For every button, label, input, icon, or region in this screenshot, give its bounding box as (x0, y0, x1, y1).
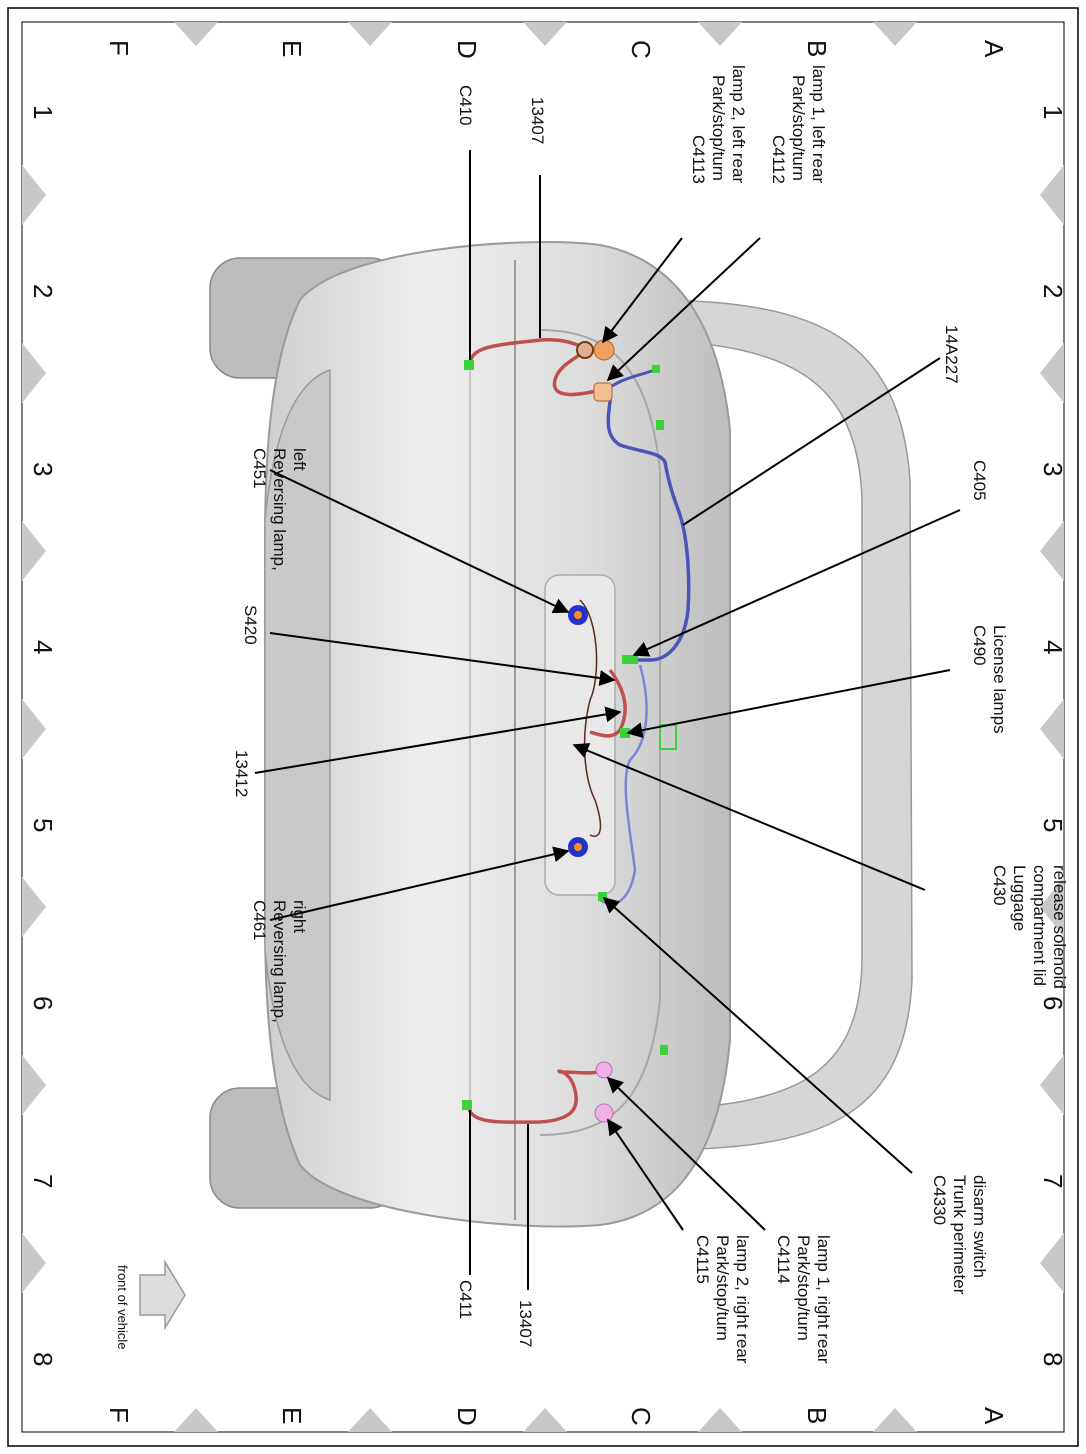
grid-marker-left-5 (22, 877, 46, 937)
label-c490 (970, 625, 1009, 734)
label-c4114-line2: Park/stop/turn (794, 1235, 813, 1341)
label-c430-line3: compartment lid (1030, 865, 1049, 986)
label-14a227-text: 14A227 (942, 325, 961, 384)
front-of-vehicle-label: front of vehicle (115, 1265, 130, 1350)
label-s420-text: S420 (241, 605, 260, 645)
label-c4112-line1: C4112 (769, 135, 788, 184)
label-s420 (241, 605, 260, 645)
grid-marker-top-4 (698, 22, 742, 46)
label-c411-text: C411 (456, 1280, 475, 1320)
grid-marker-left-2 (22, 343, 46, 403)
label-14a227 (942, 325, 961, 384)
grid-marker-top-1 (174, 22, 218, 46)
label-13407-top (528, 97, 547, 144)
label-c461-line2: Reversing lamp, (270, 900, 289, 1023)
label-c451-line1: C451 (250, 448, 269, 489)
row-label-e-top: E (277, 40, 307, 58)
label-c461-line3: right (290, 900, 309, 934)
connector-c405 (622, 655, 638, 664)
label-13412-text: 13412 (232, 750, 251, 798)
grid-marker-left-1 (22, 165, 46, 225)
connector-upper-clip (656, 420, 664, 430)
col-label-6-left: 6 (28, 996, 58, 1011)
row-label-d-top: D (452, 40, 482, 59)
label-c4112 (769, 65, 828, 189)
label-c4113-line3: lamp 2, left rear (729, 65, 748, 184)
row-label-b-bottom: B (802, 1407, 832, 1425)
grid-marker-left-3 (22, 521, 46, 581)
label-c4330-line1: C4330 (930, 1175, 949, 1226)
label-c451-line2: Reversing lamp, (270, 448, 289, 571)
grid-marker-top-3 (523, 22, 567, 46)
col-label-1-right: 1 (1038, 105, 1068, 120)
col-label-8-left: 8 (28, 1352, 58, 1367)
row-label-f-bottom: F (104, 1407, 134, 1423)
connector-c4114 (596, 1062, 612, 1078)
row-label-a-bottom: A (979, 1407, 1009, 1425)
lamp-c451-center (574, 611, 582, 619)
col-label-8-right: 8 (1038, 1352, 1068, 1367)
grid-marker-bottom-2 (348, 1408, 392, 1432)
grid-marker-right-1 (1040, 165, 1064, 225)
col-label-6-right: 6 (1038, 996, 1068, 1011)
connector-c4112-socket (577, 342, 593, 358)
label-c4114-line3: lamp 1, right rear (814, 1235, 833, 1364)
lamp-c461-center (574, 843, 582, 851)
front-arrow-icon (140, 1262, 185, 1328)
col-label-4-left: 4 (28, 640, 58, 655)
label-c4330-line2: Trunk perimeter (950, 1175, 969, 1295)
grid-marker-bottom-5 (873, 1408, 917, 1432)
col-label-5-left: 5 (28, 818, 58, 833)
connector-c4115 (595, 1104, 613, 1122)
label-c4113-line2: Park/stop/turn (709, 75, 728, 181)
label-c430-line2: Luggage (1010, 865, 1029, 932)
grid-marker-left-7 (22, 1233, 46, 1293)
label-c4115-line1: C4115 (693, 1235, 712, 1284)
col-label-3-right: 3 (1038, 462, 1068, 477)
grid-marker-bottom-4 (698, 1408, 742, 1432)
row-label-b-top: B (802, 40, 832, 58)
label-c4330 (930, 1175, 989, 1299)
label-13407-bottom (516, 1300, 535, 1347)
row-label-f-top: F (104, 40, 134, 56)
connector-c4112 (594, 340, 614, 360)
front-of-vehicle-indicator (115, 1262, 185, 1350)
label-c4113 (689, 65, 748, 189)
grid-marker-right-4 (1040, 699, 1064, 759)
label-c405 (970, 460, 989, 501)
grid-marker-bottom-3 (523, 1408, 567, 1432)
label-c4115-line2: Park/stop/turn (713, 1235, 732, 1341)
row-label-a-top: A (979, 40, 1009, 58)
label-c4113-line1: C4113 (689, 135, 708, 184)
col-label-7-left: 7 (28, 1174, 58, 1189)
grid-markers-right (1040, 165, 1064, 1293)
label-c4114 (774, 1235, 833, 1364)
grid-marker-right-7 (1040, 1233, 1064, 1293)
grid-marker-top-5 (873, 22, 917, 46)
label-c405-text: C405 (970, 460, 989, 501)
grid-row-labels-top (104, 40, 1009, 59)
row-label-e-bottom: E (277, 1407, 307, 1425)
grid-marker-right-2 (1040, 343, 1064, 403)
label-13407-top-text: 13407 (528, 97, 547, 145)
label-c430 (990, 865, 1069, 991)
label-c4330-line3: disarm switch (970, 1175, 989, 1278)
label-c4112-line3: lamp 1, left rear (809, 65, 828, 184)
label-c4112-line2: Park/stop/turn (789, 75, 808, 181)
row-label-c-bottom: C (626, 1407, 656, 1426)
label-c430-line1: C430 (990, 865, 1009, 906)
col-label-5-right: 5 (1038, 818, 1068, 833)
col-label-1-left: 1 (28, 105, 58, 120)
label-13407-bottom-text: 13407 (516, 1300, 535, 1348)
grid-marker-right-3 (1040, 521, 1064, 581)
col-label-3-left: 3 (28, 462, 58, 477)
grid-markers-left (22, 165, 46, 1293)
label-c4115 (693, 1235, 752, 1364)
connector-lower-clip (660, 1045, 668, 1055)
label-c490-line2: License lamps (990, 625, 1009, 734)
grid-marker-right-6 (1040, 1055, 1064, 1115)
connector-c410 (464, 360, 474, 370)
label-13412 (232, 750, 251, 797)
row-label-d-bottom: D (452, 1407, 482, 1426)
grid-marker-left-6 (22, 1055, 46, 1115)
grid-marker-top-2 (348, 22, 392, 46)
label-c430-line4: release solenoid (1050, 865, 1069, 989)
row-label-c-top: C (626, 40, 656, 59)
label-c411 (456, 1280, 475, 1319)
label-c461-line1: C461 (250, 900, 269, 941)
col-label-2-right: 2 (1038, 284, 1068, 299)
connector-top-clip (652, 365, 660, 373)
connector-c4113 (594, 383, 612, 401)
label-c490-line1: C490 (970, 625, 989, 666)
label-c4114-line1: C4114 (774, 1235, 793, 1284)
col-label-4-right: 4 (1038, 640, 1068, 655)
label-c410-text: C410 (456, 85, 475, 126)
grid-marker-left-4 (22, 699, 46, 759)
connector-c411 (462, 1100, 472, 1110)
label-c4115-line3: lamp 2, right rear (733, 1235, 752, 1364)
col-label-7-right: 7 (1038, 1174, 1068, 1189)
label-c410 (456, 85, 475, 126)
label-c451-line3: left (290, 448, 309, 471)
col-label-2-left: 2 (28, 284, 58, 299)
grid-marker-bottom-1 (174, 1408, 218, 1432)
